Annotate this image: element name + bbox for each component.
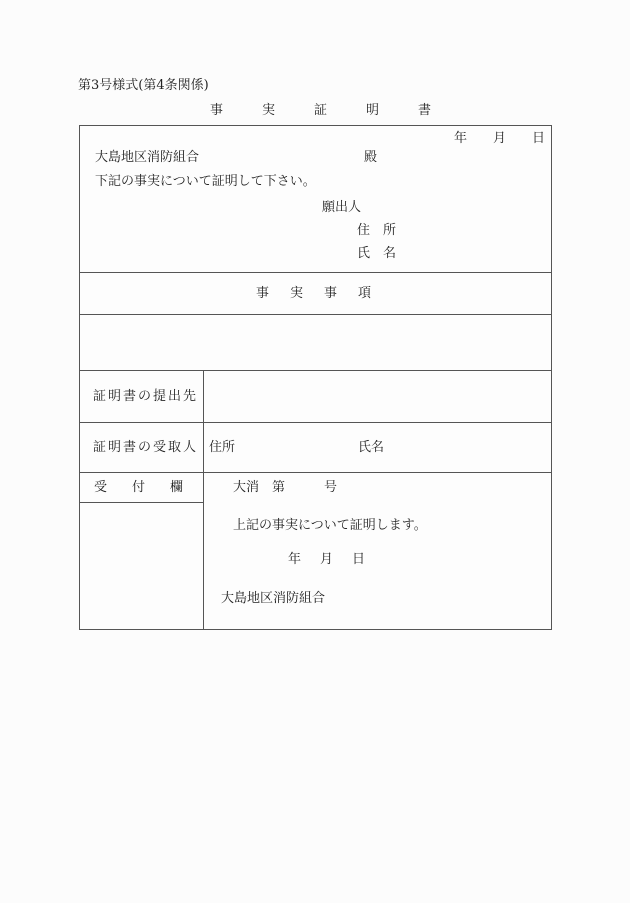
document-number-line: 大消 第 号 [233,480,338,495]
recipient-name-label: 氏名 [358,439,385,455]
request-date-line: 年 月 日 [453,131,545,146]
honorific-label: 殿 [364,150,378,165]
applicant-address-label: 住 所 [357,223,397,238]
applicant-name-label: 氏 名 [357,246,397,261]
submit-to-label: 証明書の提出先 [80,371,204,422]
certification-statement: 上記の事実について証明します。 [233,518,427,533]
form-number: 第3号様式(第4条関係) [78,78,209,93]
applicant-label: 願出人 [322,200,362,215]
fact-items-content-area [80,314,551,370]
reception-column [80,473,204,629]
fact-items-header-row [80,272,551,314]
recipient-label: 証明書の受取人 [80,423,204,472]
reception-label: 受 付 欄 [80,473,203,503]
request-header-section [80,126,551,272]
recipient-value-area [204,423,551,472]
fact-items-title: 事 実 事 項 [255,285,375,301]
certifying-organization: 大島地区消防組合 [221,591,326,606]
request-statement: 下記の事実について証明して下さい。 [95,174,316,189]
addressee-name: 大島地区消防組合 [95,150,200,165]
submit-to-row [80,370,551,422]
submit-to-value-area [204,371,551,422]
recipient-address-label: 住所 [209,439,236,455]
certificate-form [79,125,552,630]
certification-date-line: 年 月 日 [288,552,369,567]
certification-area [204,473,551,629]
reception-stamp-area [80,503,203,629]
recipient-row [80,422,551,472]
reception-row [80,472,551,629]
document-title: 事 実 証 明 書 [210,103,445,118]
